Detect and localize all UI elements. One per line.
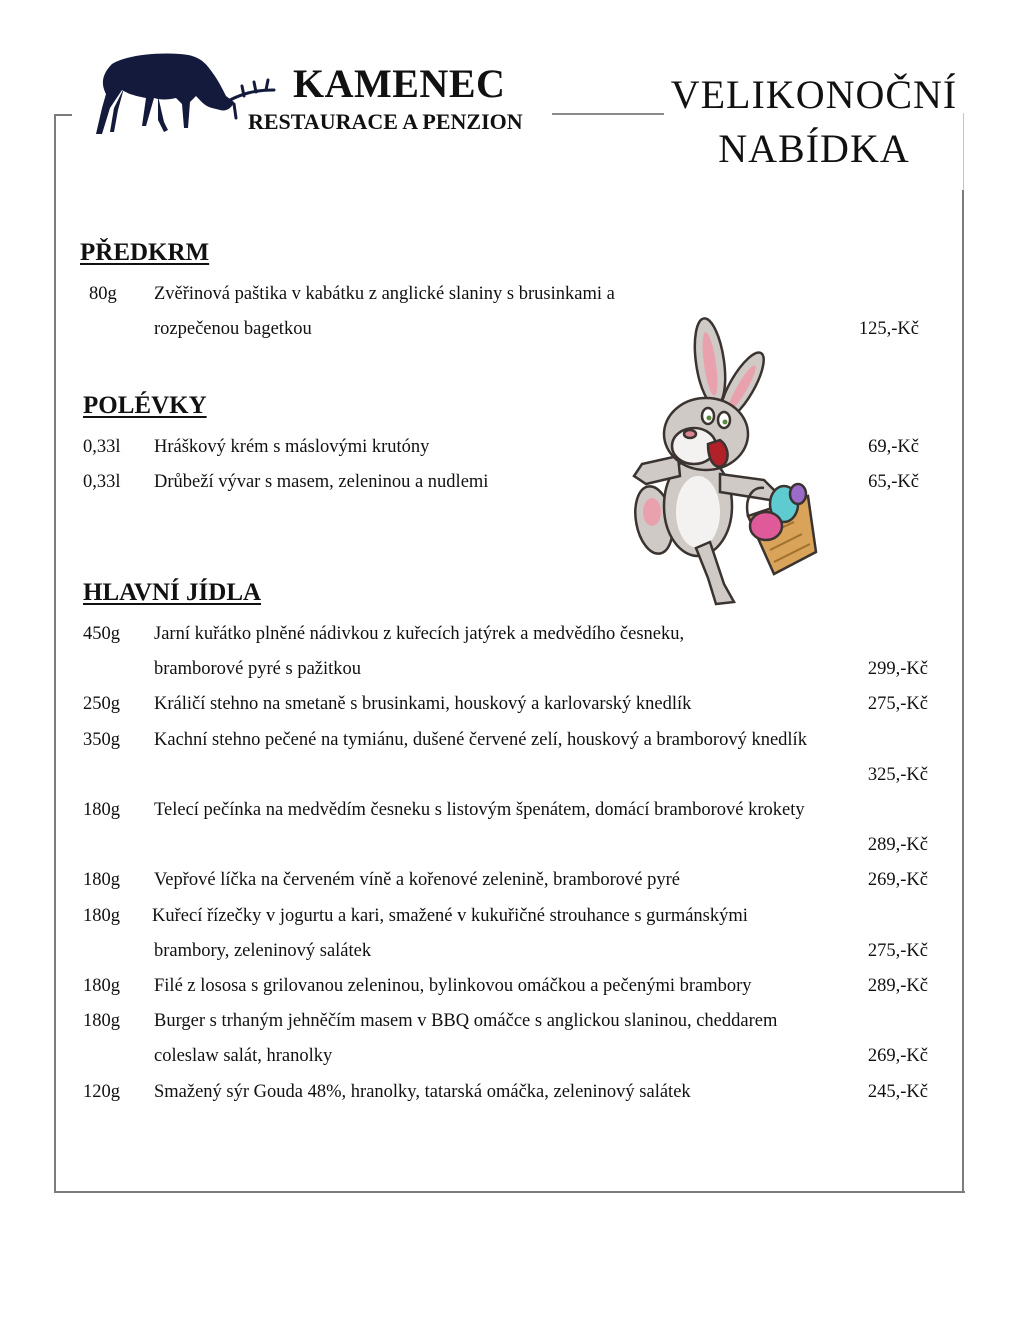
- item-quantity: 250g: [83, 694, 120, 714]
- brand-subtitle: RESTAURACE A PENZION: [248, 109, 523, 134]
- item-description: Drůbeží vývar s masem, zeleninou a nudlemi: [154, 472, 489, 492]
- frame-border-top-left: [54, 114, 72, 116]
- item-description: Smažený sýr Gouda 48%, hranolky, tatarská omáčka, zeleninový salátek: [154, 1082, 691, 1102]
- item-price: 325,-Kč: [867, 765, 928, 785]
- brand-name: KAMENEC: [293, 61, 506, 106]
- item-quantity: 180g: [83, 800, 120, 820]
- frame-border-bottom: [54, 1191, 965, 1193]
- frame-border-top-middle: [552, 113, 664, 115]
- menu-item: [0, 467, 1020, 497]
- menu-item: [0, 619, 1020, 649]
- item-description: Hráškový krém s máslovými krutóny: [154, 437, 430, 457]
- item-price: 125,-Kč: [858, 319, 919, 339]
- menu-item-continuation: [0, 1041, 1020, 1071]
- section-heading-polevky: POLÉVKY: [83, 392, 207, 419]
- item-quantity: 180g: [83, 1011, 120, 1031]
- page-title-line1: VELIKONOČNÍ: [670, 72, 958, 117]
- item-price: 65,-Kč: [868, 472, 919, 492]
- item-description: Zvěřinová paštika v kabátku z anglické slaniny s brusinkami a: [154, 284, 615, 304]
- easter-bunny-icon: [624, 316, 820, 608]
- menu-item: [0, 432, 1020, 462]
- item-description: Kachní stehno pečené na tymiánu, dušené červené zelí, houskový a bramborový knedlík: [154, 730, 807, 750]
- item-quantity: 180g: [83, 976, 120, 996]
- menu-item: [0, 279, 1020, 309]
- item-price: 245,-Kč: [867, 1082, 928, 1102]
- menu-item: [0, 865, 1020, 895]
- menu-item: [0, 689, 1020, 719]
- menu-item: [0, 1006, 1020, 1036]
- item-price: 275,-Kč: [867, 941, 928, 961]
- item-quantity: 0,33l: [83, 437, 121, 457]
- menu-item-continuation: [0, 314, 1020, 344]
- item-description: rozpečenou bagetkou: [154, 319, 312, 339]
- item-quantity: 450g: [83, 624, 120, 644]
- page-title: [664, 68, 964, 176]
- item-price: 275,-Kč: [867, 694, 928, 714]
- item-quantity: 350g: [83, 730, 120, 750]
- menu-item: [0, 725, 1020, 755]
- item-price: 289,-Kč: [867, 835, 928, 855]
- item-description: Vepřové líčka na červeném víně a kořenové zelenině, bramborové pyré: [154, 870, 680, 890]
- section-heading-hlavni-jidla: HLAVNÍ JÍDLA: [83, 579, 262, 606]
- menu-item-continuation: [0, 830, 1020, 860]
- menu-item: [0, 1077, 1020, 1107]
- item-description: coleslaw salát, hranolky: [154, 1046, 333, 1066]
- item-price: 299,-Kč: [867, 659, 928, 679]
- item-description: Kuřecí řízečky v jogurtu a kari, smažené v kukuřičné strouhance s gurmánskými: [152, 906, 748, 926]
- item-description: Telecí pečínka na medvědím česneku s listovým špenátem, domácí bramborové krokety: [154, 800, 805, 820]
- item-quantity: 180g: [83, 906, 120, 926]
- item-quantity: 120g: [83, 1082, 120, 1102]
- item-price: 69,-Kč: [868, 437, 919, 457]
- item-price: 269,-Kč: [867, 870, 928, 890]
- section-heading-predkrm: PŘEDKRM: [80, 239, 210, 266]
- item-description: Filé z lososa s grilovanou zeleninou, bylinkovou omáčkou a pečenými brambory: [154, 976, 752, 996]
- menu-item-continuation: [0, 936, 1020, 966]
- menu-item: [0, 971, 1020, 1001]
- item-price: 269,-Kč: [867, 1046, 928, 1066]
- menu-item-continuation: [0, 760, 1020, 790]
- menu-item-continuation: [0, 654, 1020, 684]
- item-description: Králičí stehno na smetaně s brusinkami, houskový a karlovarský knedlík: [154, 694, 692, 714]
- item-description: brambory, zeleninový salátek: [154, 941, 372, 961]
- item-quantity: 0,33l: [83, 472, 121, 492]
- menu-item: [0, 795, 1020, 825]
- item-quantity: 180g: [83, 870, 120, 890]
- item-price: 289,-Kč: [867, 976, 928, 996]
- menu-item: [0, 901, 1020, 931]
- item-description: bramborové pyré s pažitkou: [154, 659, 362, 679]
- item-description: Burger s trhaným jehněčím masem v BBQ omáčce s anglickou slaninou, cheddarem: [154, 1011, 778, 1031]
- page-title-line2: NABÍDKA: [718, 126, 910, 171]
- item-quantity: 80g: [89, 284, 117, 304]
- item-description: Jarní kuřátko plněné nádivkou z kuřecích jatýrek a medvědího česneku,: [154, 624, 685, 644]
